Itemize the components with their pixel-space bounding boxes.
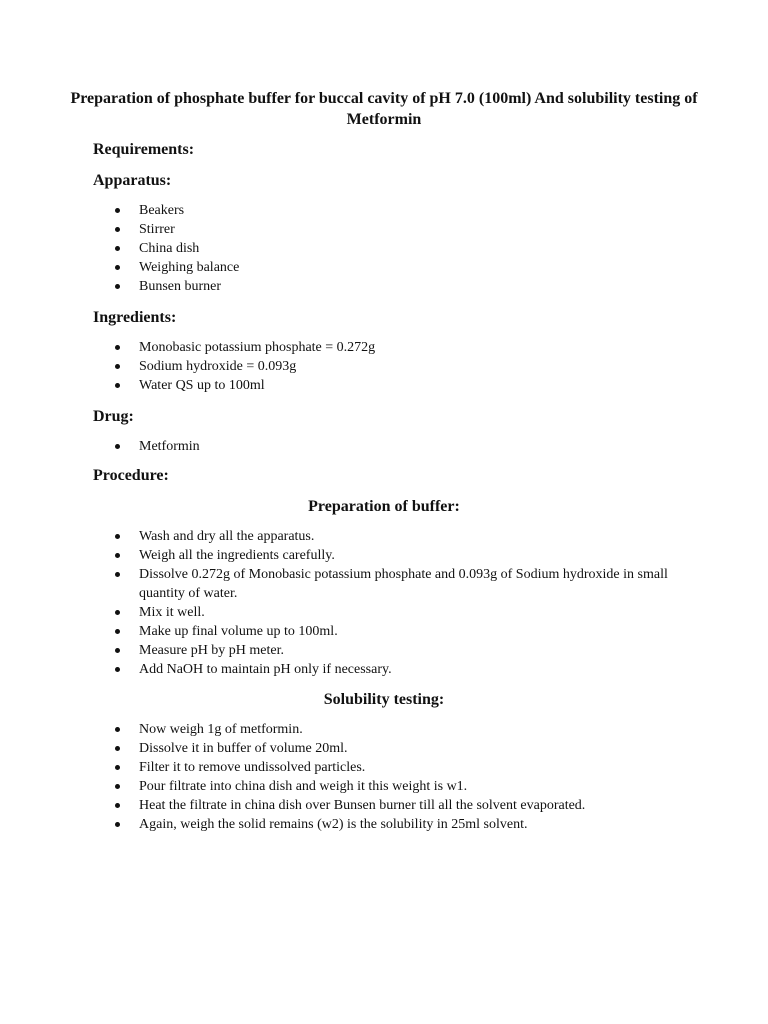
list-item: [0, 239, 768, 258]
list-item-text: Add NaOH to maintain pH only if necessary.: [139, 662, 392, 677]
list-item: [0, 527, 768, 546]
bullet-icon: [115, 444, 120, 449]
bullet-icon: [115, 746, 120, 751]
list-item-text: Heat the filtrate in china dish over Bunsen burner till all the solvent evaporated.: [139, 798, 586, 813]
bullet-icon: [115, 208, 120, 213]
list-item: [0, 357, 768, 376]
list-item-text: Wash and dry all the apparatus.: [139, 529, 315, 544]
bullet-icon: [115, 610, 120, 615]
requirements-heading: Requirements:: [93, 141, 195, 158]
list-item: [0, 220, 768, 239]
list-item-text: Bunsen burner: [139, 279, 222, 294]
list-item: [0, 758, 768, 777]
apparatus-heading: Apparatus:: [93, 172, 172, 189]
procedure-heading: Procedure:: [93, 467, 169, 484]
list-item: [0, 622, 768, 641]
bullet-icon: [115, 727, 120, 732]
list-item-text: Metformin: [139, 439, 200, 454]
drug-heading: Drug:: [93, 408, 134, 425]
list-item: [0, 739, 768, 758]
list-item-text: Weighing balance: [139, 260, 240, 275]
bullet-icon: [115, 765, 120, 770]
list-item-text: Stirrer: [139, 222, 175, 237]
list-item: [0, 565, 768, 603]
ingredients-list: [0, 338, 768, 395]
list-item: [0, 258, 768, 277]
bullet-icon: [115, 383, 120, 388]
list-item-text: Water QS up to 100ml: [139, 378, 265, 393]
bullet-icon: [115, 822, 120, 827]
list-item-text: Measure pH by pH meter.: [139, 643, 285, 658]
list-item-text: Monobasic potassium phosphate = 0.272g: [139, 340, 376, 355]
bullet-icon: [115, 284, 120, 289]
bullet-icon: [115, 246, 120, 251]
list-item: [0, 437, 768, 456]
list-item: [0, 338, 768, 357]
bullet-icon: [115, 227, 120, 232]
list-item: [0, 815, 768, 834]
apparatus-list: [0, 201, 768, 296]
list-item-text: China dish: [139, 241, 200, 256]
list-item: [0, 720, 768, 739]
list-item: [0, 376, 768, 395]
bullet-icon: [115, 803, 120, 808]
list-item-text: Dissolve 0.272g of Monobasic potassium phosphate and 0.093g of Sodium hydroxide in small quantity of water.: [139, 567, 668, 601]
bullet-icon: [115, 345, 120, 350]
list-item-text: Now weigh 1g of metformin.: [139, 722, 303, 737]
bullet-icon: [115, 265, 120, 270]
list-item-text: Mix it well.: [139, 605, 205, 620]
list-item-text: Filter it to remove undissolved particles.: [139, 760, 366, 775]
bullet-icon: [115, 534, 120, 539]
solubility-heading: Solubility testing:: [323, 691, 445, 708]
list-item: [0, 796, 768, 815]
list-item-text: Sodium hydroxide = 0.093g: [139, 359, 297, 374]
solubility-list: [0, 720, 768, 834]
bullet-icon: [115, 364, 120, 369]
list-item-text: Weigh all the ingredients carefully.: [139, 548, 335, 563]
list-item: [0, 201, 768, 220]
list-item: [0, 777, 768, 796]
bullet-icon: [115, 572, 120, 577]
bullet-icon: [115, 648, 120, 653]
list-item: [0, 603, 768, 622]
list-item-text: Pour filtrate into china dish and weigh it this weight is w1.: [139, 779, 468, 794]
list-item-text: Dissolve it in buffer of volume 20ml.: [139, 741, 348, 756]
list-item: [0, 641, 768, 660]
document-title: Preparation of phosphate buffer for buccal cavity of pH 7.0 (100ml) And solubility testing of Metformin: [70, 90, 698, 128]
list-item-text: Make up final volume up to 100ml.: [139, 624, 338, 639]
list-item-text: Again, weigh the solid remains (w2) is the solubility in 25ml solvent.: [139, 817, 528, 832]
buffer-prep-list: [0, 527, 768, 679]
list-item-text: Beakers: [139, 203, 185, 218]
bullet-icon: [115, 784, 120, 789]
bullet-icon: [115, 629, 120, 634]
drug-list: [0, 437, 768, 456]
list-item: [0, 660, 768, 679]
buffer-prep-heading: Preparation of buffer:: [308, 498, 460, 515]
bullet-icon: [115, 553, 120, 558]
list-item: [0, 277, 768, 296]
bullet-icon: [115, 667, 120, 672]
list-item: [0, 546, 768, 565]
ingredients-heading: Ingredients:: [93, 309, 177, 326]
